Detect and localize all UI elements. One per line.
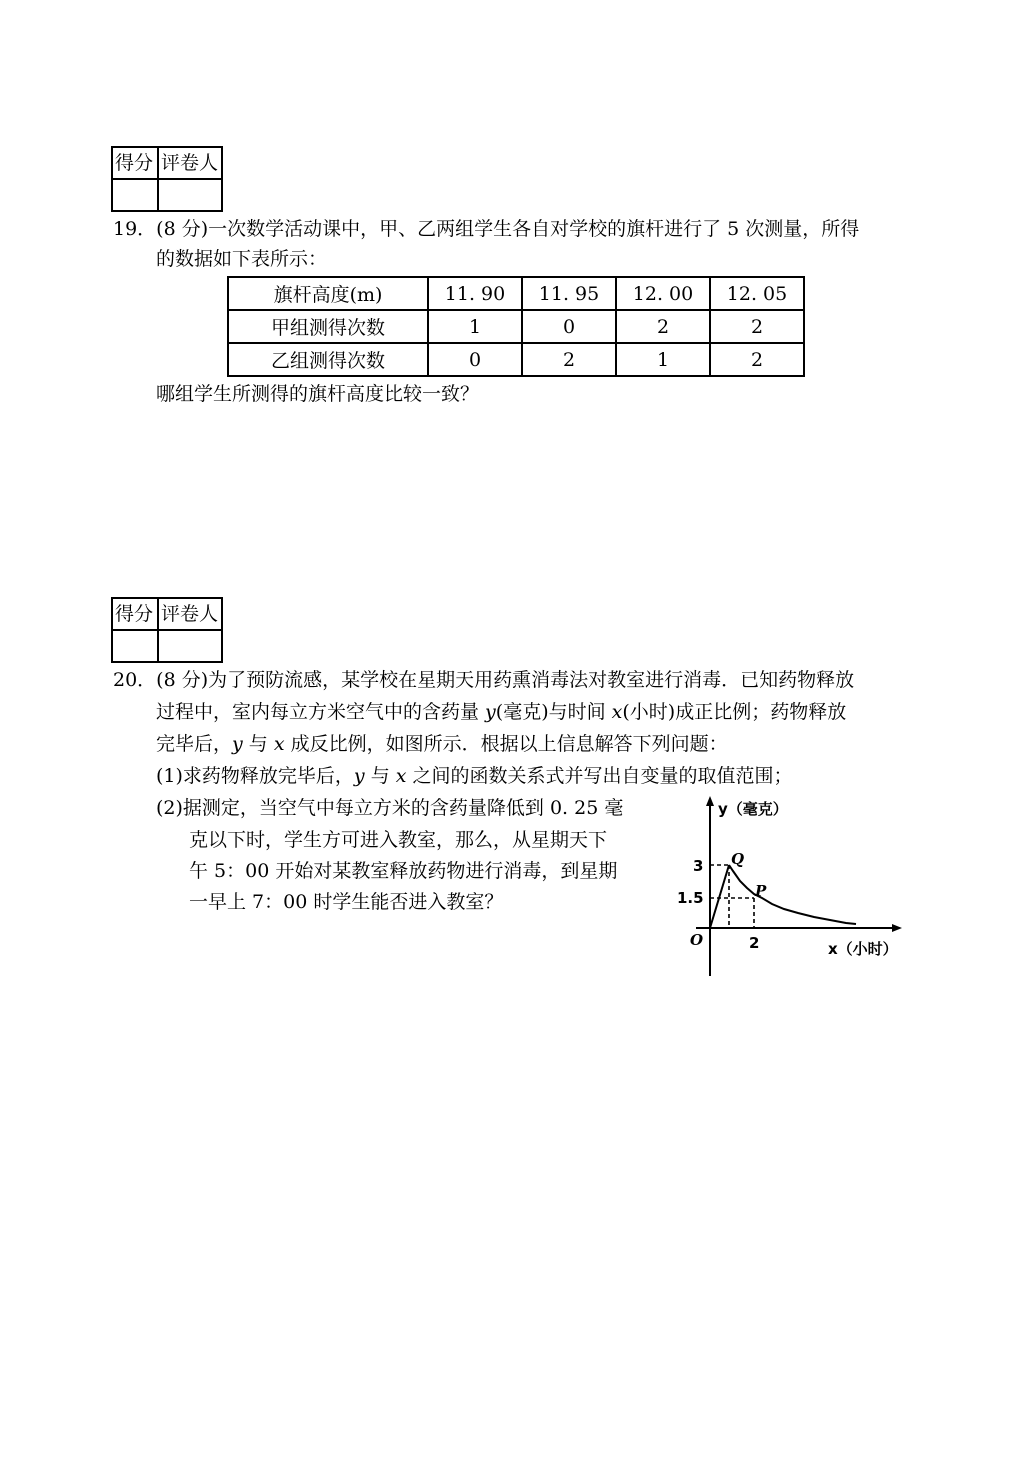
table-cell: 旗杆高度(m) [228,277,428,310]
tick-y-3: 3 [693,857,704,875]
score-cell [112,179,158,211]
q19-line2: 的数据如下表所示： [156,248,328,270]
table-cell: 乙组测得次数 [228,343,428,376]
table-cell: 2 [710,310,804,343]
concentration-graph [668,792,918,982]
text-span: 与 [364,765,396,787]
q19-question: 哪组学生所测得的旗杆高度比较一致？ [156,383,480,405]
q20-part2-line4: 一早上 7：00 时学生能否进入教室？ [189,891,504,913]
decay-curve [729,865,856,924]
q20-line3 [156,729,728,759]
x-axis-arrow [892,924,902,932]
table-cell: 甲组测得次数 [228,310,428,343]
text-span: 之间的函数关系式并写出自变量的取值范围； [406,765,793,787]
var-y: y [485,701,496,723]
table-cell: 1 [616,343,710,376]
table-cell: 2 [522,343,616,376]
q20-part1 [156,761,793,791]
table-cell: 2 [710,343,804,376]
table-cell: 12. 00 [616,277,710,310]
grader-cell [158,179,222,211]
table-cell: 2 [616,310,710,343]
table-cell: 11. 90 [428,277,522,310]
q20-line2 [156,697,846,727]
var-y: y [232,733,243,755]
table-row [228,343,804,376]
text-span: 过程中，室内每立方米空气中的含药量 [156,701,486,723]
q19-data-table [227,276,805,377]
table-cell: 11. 95 [522,277,616,310]
score-label: 得分 [112,147,158,179]
text-span: 成反比例，如图所示．根据以上信息解答下列问题： [284,733,728,755]
tick-x-2: 2 [749,934,760,952]
table-cell: 1 [428,310,522,343]
grader-label: 评卷人 [158,598,222,630]
score-cell [112,630,158,662]
table-row [228,310,804,343]
table-cell: 0 [428,343,522,376]
origin-label: O [690,931,704,949]
var-x: x [395,765,407,787]
q20-part2-line2: 克以下时，学生方可进入教室，那么，从星期天下 [189,829,608,851]
q20-line1: 20．(8 分)为了预防流感，某学校在星期天用药熏消毒法对教室进行消毒．已知药物释放 [113,669,855,691]
q20-part2-line1: (2)据测定，当空气中每立方米的含药量降低到 0. 25 毫 [156,797,624,819]
var-x: x [273,733,285,755]
table-cell: 0 [522,310,616,343]
text-span: 完毕后， [156,733,233,755]
text-span: 与 [242,733,274,755]
grader-label: 评卷人 [158,147,222,179]
grader-cell [158,630,222,662]
x-axis-label: x（小时） [828,940,898,958]
var-x: x [611,701,623,723]
score-label: 得分 [112,598,158,630]
text-span: (1)求药物释放完毕后， [156,765,354,787]
y-axis-arrow [706,796,714,806]
table-cell: 12. 05 [710,277,804,310]
tick-y-1-5: 1.5 [677,889,704,907]
q20-part2-line3: 午 5：00 开始对某教室释放药物进行消毒，到星期 [189,860,618,882]
point-p-label: P [755,882,767,900]
y-axis-label: y（毫克） [718,800,788,818]
table-row [228,277,804,310]
text-span: (毫克)与时间 [495,701,612,723]
rising-segment [710,865,729,928]
var-y: y [353,765,365,787]
point-q-label: Q [731,850,745,868]
q19-line1: 19．(8 分)一次数学活动课中，甲、乙两组学生各自对学校的旗杆进行了 5 次测量，所得 [113,218,860,240]
score-box-q19 [111,146,223,212]
score-box-q20 [111,597,223,663]
text-span: (小时)成正比例；药物释放 [622,701,847,723]
